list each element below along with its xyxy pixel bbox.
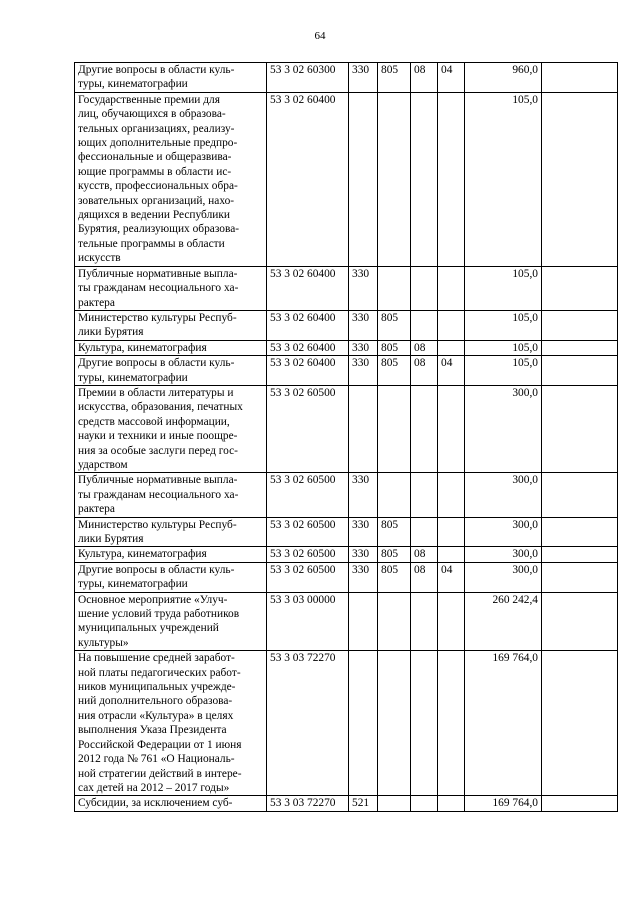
- row-code-cell: 53 3 03 72270: [267, 796, 349, 811]
- row-pr-cell: [438, 92, 465, 266]
- row-name-cell: Публичные нормативные выпла- ты гражданам несоциального ха- рактера: [75, 266, 267, 310]
- table-row: [75, 547, 618, 562]
- row-pr-cell: 04: [438, 356, 465, 386]
- row-vr-cell: 330: [349, 356, 378, 386]
- table-row: [75, 562, 618, 592]
- table-row: [75, 385, 618, 472]
- row-vr-cell: 330: [349, 517, 378, 547]
- row-rz-cell: 08: [411, 547, 438, 562]
- row-code-cell: 53 3 03 72270: [267, 651, 349, 796]
- budget-table: [74, 62, 618, 812]
- table-row: [75, 266, 618, 310]
- row-rz-cell: 08: [411, 356, 438, 386]
- row-sum-cell: 105,0: [465, 310, 542, 340]
- row-code-cell: 53 3 02 60300: [267, 63, 349, 93]
- row-gr-cell: 805: [378, 517, 411, 547]
- table-row: [75, 651, 618, 796]
- row-name-cell: Культура, кинематография: [75, 547, 267, 562]
- table-row: [75, 356, 618, 386]
- row-empty-cell: [542, 356, 618, 386]
- row-code-cell: 53 3 02 60400: [267, 92, 349, 266]
- row-code-cell: 53 3 02 60400: [267, 266, 349, 310]
- row-sum-cell: 300,0: [465, 517, 542, 547]
- row-sum-cell: 105,0: [465, 266, 542, 310]
- row-rz-cell: [411, 310, 438, 340]
- row-pr-cell: [438, 547, 465, 562]
- row-rz-cell: [411, 473, 438, 517]
- row-code-cell: 53 3 02 60500: [267, 385, 349, 472]
- row-gr-cell: [378, 266, 411, 310]
- row-code-cell: 53 3 02 60500: [267, 473, 349, 517]
- row-vr-cell: 330: [349, 266, 378, 310]
- row-code-cell: 53 3 02 60500: [267, 547, 349, 562]
- row-empty-cell: [542, 517, 618, 547]
- row-empty-cell: [542, 63, 618, 93]
- row-pr-cell: 04: [438, 63, 465, 93]
- row-vr-cell: [349, 92, 378, 266]
- row-vr-cell: [349, 651, 378, 796]
- row-vr-cell: 330: [349, 562, 378, 592]
- row-gr-cell: 805: [378, 310, 411, 340]
- table-row: [75, 340, 618, 355]
- row-code-cell: 53 3 03 00000: [267, 592, 349, 651]
- row-pr-cell: [438, 592, 465, 651]
- row-sum-cell: 260 242,4: [465, 592, 542, 651]
- row-pr-cell: [438, 266, 465, 310]
- row-code-cell: 53 3 02 60400: [267, 340, 349, 355]
- row-pr-cell: [438, 385, 465, 472]
- row-gr-cell: [378, 592, 411, 651]
- row-gr-cell: 805: [378, 340, 411, 355]
- row-name-cell: Министерство культуры Респуб- лики Бурятия: [75, 310, 267, 340]
- row-pr-cell: [438, 517, 465, 547]
- row-gr-cell: [378, 796, 411, 811]
- row-rz-cell: [411, 592, 438, 651]
- row-gr-cell: 805: [378, 562, 411, 592]
- row-gr-cell: 805: [378, 356, 411, 386]
- table-row: [75, 517, 618, 547]
- row-sum-cell: 105,0: [465, 356, 542, 386]
- row-pr-cell: [438, 473, 465, 517]
- row-sum-cell: 300,0: [465, 562, 542, 592]
- row-name-cell: Субсидии, за исключением суб-: [75, 796, 267, 811]
- row-name-cell: Публичные нормативные выпла- ты гражданам несоциального ха- рактера: [75, 473, 267, 517]
- row-empty-cell: [542, 92, 618, 266]
- row-name-cell: Другие вопросы в области куль- туры, кинематографии: [75, 356, 267, 386]
- row-rz-cell: 08: [411, 340, 438, 355]
- budget-table-body: [75, 63, 618, 812]
- row-sum-cell: 300,0: [465, 473, 542, 517]
- row-gr-cell: [378, 92, 411, 266]
- row-empty-cell: [542, 562, 618, 592]
- row-code-cell: 53 3 02 60500: [267, 562, 349, 592]
- row-empty-cell: [542, 796, 618, 811]
- row-name-cell: Министерство культуры Респуб- лики Бурятия: [75, 517, 267, 547]
- row-vr-cell: 330: [349, 473, 378, 517]
- row-rz-cell: [411, 266, 438, 310]
- row-vr-cell: 521: [349, 796, 378, 811]
- table-row: [75, 592, 618, 651]
- row-sum-cell: 300,0: [465, 385, 542, 472]
- row-code-cell: 53 3 02 60500: [267, 517, 349, 547]
- row-name-cell: Государственные премии для лиц, обучающихся в образова- тельных организациях, реализу- ющих дополнительные предпро- фессиональные и общеразвива- ющие программы в области ис- кусств, профессиональных обра- зовательных организаций, нахо- дящихся в ведении Республики Бурятия, реализующих образова- тельные программы в области искусств: [75, 92, 267, 266]
- row-name-cell: Другие вопросы в области куль- туры, кинематографии: [75, 562, 267, 592]
- row-rz-cell: [411, 92, 438, 266]
- row-rz-cell: 08: [411, 562, 438, 592]
- row-empty-cell: [542, 385, 618, 472]
- row-name-cell: Культура, кинематография: [75, 340, 267, 355]
- row-pr-cell: [438, 796, 465, 811]
- table-row: [75, 63, 618, 93]
- row-code-cell: 53 3 02 60400: [267, 356, 349, 386]
- row-rz-cell: [411, 517, 438, 547]
- row-name-cell: Другие вопросы в области куль- туры, кинематографии: [75, 63, 267, 93]
- row-vr-cell: 330: [349, 310, 378, 340]
- row-vr-cell: [349, 385, 378, 472]
- row-gr-cell: [378, 385, 411, 472]
- table-row: [75, 473, 618, 517]
- row-name-cell: На повышение средней заработ- ной платы педагогических работ- ников муниципальных учрежде- ний дополнительного образова- ния отрасли «Культура» в целях выполнения Указа Президента Российской Федерации от 1 июня 2012 года № 761 «О Националь- ной стратегии действий в интере- сах детей на 2012 – 2017 годы»: [75, 651, 267, 796]
- row-sum-cell: 105,0: [465, 92, 542, 266]
- row-vr-cell: 330: [349, 63, 378, 93]
- row-empty-cell: [542, 310, 618, 340]
- row-pr-cell: [438, 340, 465, 355]
- row-empty-cell: [542, 592, 618, 651]
- row-sum-cell: 169 764,0: [465, 796, 542, 811]
- row-gr-cell: 805: [378, 547, 411, 562]
- table-row: [75, 796, 618, 811]
- row-pr-cell: [438, 310, 465, 340]
- row-sum-cell: 105,0: [465, 340, 542, 355]
- table-row: [75, 310, 618, 340]
- row-gr-cell: [378, 651, 411, 796]
- row-name-cell: Премии в области литературы и искусства, образования, печатных средств массовой информации, науки и техники и иные поощре- ния за особые заслуги перед гос- ударством: [75, 385, 267, 472]
- row-empty-cell: [542, 547, 618, 562]
- row-gr-cell: 805: [378, 63, 411, 93]
- row-sum-cell: 960,0: [465, 63, 542, 93]
- row-empty-cell: [542, 651, 618, 796]
- row-empty-cell: [542, 473, 618, 517]
- row-sum-cell: 169 764,0: [465, 651, 542, 796]
- row-rz-cell: [411, 385, 438, 472]
- row-empty-cell: [542, 340, 618, 355]
- page-number: 64: [314, 30, 326, 42]
- row-code-cell: 53 3 02 60400: [267, 310, 349, 340]
- row-gr-cell: [378, 473, 411, 517]
- row-sum-cell: 300,0: [465, 547, 542, 562]
- row-name-cell: Основное мероприятие «Улуч- шение условий труда работников муниципальных учреждений культуры»: [75, 592, 267, 651]
- row-pr-cell: [438, 651, 465, 796]
- row-rz-cell: [411, 796, 438, 811]
- row-vr-cell: [349, 592, 378, 651]
- row-rz-cell: 08: [411, 63, 438, 93]
- row-rz-cell: [411, 651, 438, 796]
- row-empty-cell: [542, 266, 618, 310]
- row-pr-cell: 04: [438, 562, 465, 592]
- table-row: [75, 92, 618, 266]
- row-vr-cell: 330: [349, 547, 378, 562]
- row-vr-cell: 330: [349, 340, 378, 355]
